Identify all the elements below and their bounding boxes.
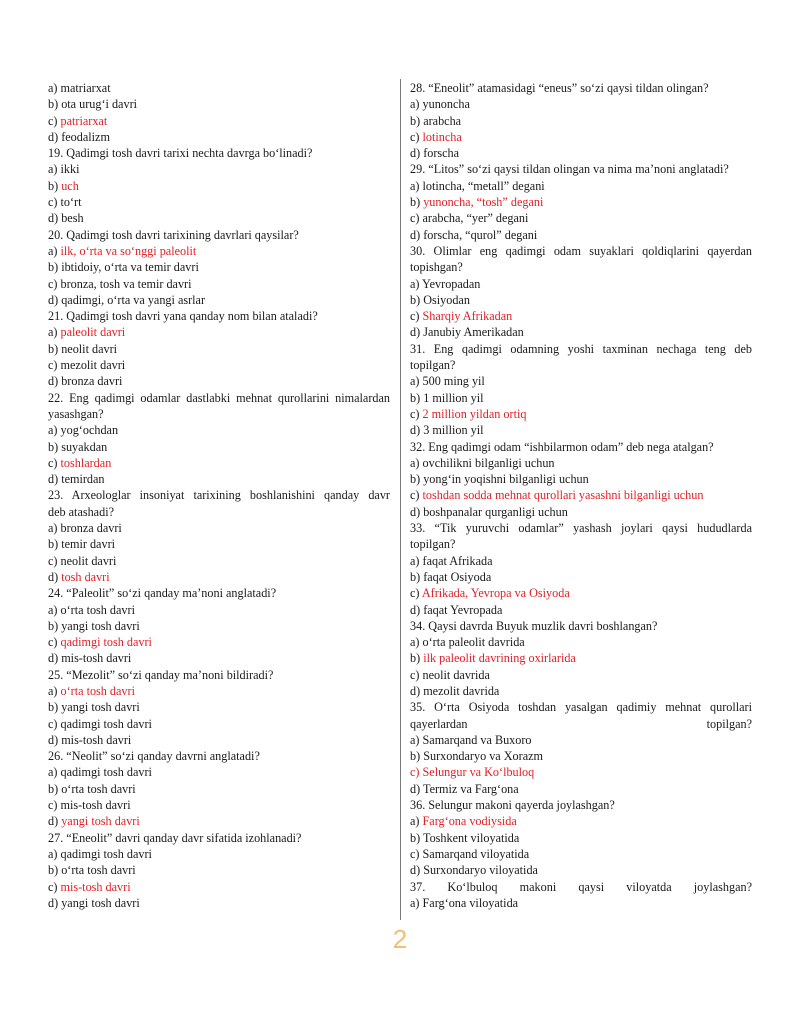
text-line — [410, 276, 752, 292]
text-line — [410, 797, 752, 813]
line-text: yasashgan? — [48, 406, 104, 421]
line-text: d) bronza davri — [48, 374, 123, 389]
line-text: a) o‘rta paleolit davrida — [410, 635, 525, 650]
text-line — [410, 357, 752, 373]
line-text: b) temir davri — [48, 537, 116, 552]
text-line — [410, 487, 752, 503]
line-text: 23. Arxeologlar insoniyat tarixining boshlanishini qanday davr — [48, 488, 390, 503]
correct-answer: toshdan sodda mehnat qurollari yasashni bilganligi uchun — [422, 488, 704, 503]
line-text: b) ota urug‘i davri — [48, 97, 138, 112]
text-line — [410, 308, 752, 324]
text-line — [48, 373, 390, 389]
line-text: c) qadimgi tosh davri — [48, 716, 152, 731]
line-text: a) o‘rta tosh davri — [48, 602, 135, 617]
line-text: a) ovchilikni bilganligi uchun — [410, 455, 555, 470]
text-line — [48, 846, 390, 862]
line-text: a) lotincha, “metall” degani — [410, 178, 545, 193]
option-letter: a) — [48, 325, 61, 340]
text-line — [48, 732, 390, 748]
page-number: 2 — [392, 924, 408, 954]
line-text: d) faqat Yevropada — [410, 602, 503, 617]
text-line — [410, 471, 752, 487]
text-line — [48, 667, 390, 683]
text-line — [48, 797, 390, 813]
text-line — [48, 862, 390, 878]
text-line — [410, 569, 752, 585]
line-text: 27. “Eneolit” davri qanday davr sifatida izohlanadi? — [48, 830, 302, 845]
line-text: topishgan? — [410, 260, 463, 275]
option-letter: c) — [48, 113, 61, 128]
text-line — [410, 520, 752, 536]
text-line — [410, 553, 752, 569]
text-line — [410, 716, 752, 732]
text-line — [48, 210, 390, 226]
line-text: d) Surxondaryo viloyatida — [410, 863, 538, 878]
line-text: 26. “Neolit” so‘zi qanday davrni anglatadi? — [48, 749, 260, 764]
text-line — [410, 813, 752, 829]
text-line — [410, 292, 752, 308]
option-letter: d) — [48, 569, 62, 584]
line-text: c) to‘rt — [48, 195, 82, 210]
text-line — [48, 357, 390, 373]
correct-answer: yunoncha, “tosh” degani — [423, 195, 544, 210]
line-text: 35. O‘rta Osiyoda toshdan yasalgan qadimiy mehnat qurollari — [410, 700, 752, 715]
line-text: 31. Eng qadimgi odamning yoshi taxminan nechaga teng deb — [410, 341, 752, 356]
text-line — [410, 683, 752, 699]
correct-answer: yangi tosh davri — [61, 814, 140, 829]
line-text: 28. “Eneolit” atamasidagi “eneus” so‘zi qaysi tildan olingan? — [410, 81, 709, 95]
text-line — [410, 830, 752, 846]
column-divider — [400, 79, 401, 920]
line-text: d) forscha, “qurol” degani — [410, 227, 538, 242]
line-text: 33. “Tik yuruvchi odamlar” yashash joylari qaysi hududlarda — [410, 521, 752, 536]
text-line — [410, 536, 752, 552]
text-line — [410, 390, 752, 406]
text-line — [410, 699, 752, 715]
text-line — [410, 585, 752, 601]
correct-answer: Farg‘ona vodiysida — [422, 814, 517, 829]
option-letter: b) — [410, 651, 424, 666]
text-line — [410, 259, 752, 275]
option-letter: c) — [410, 309, 423, 324]
line-text: 37. Ko‘lbuloq makoni qaysi viloyatda joylashgan? — [410, 879, 752, 894]
correct-answer: Afrikada, Yevropa va Osiyoda — [421, 586, 570, 601]
line-text: a) ikki — [48, 162, 80, 177]
line-text: b) o‘rta tosh davri — [48, 863, 136, 878]
text-line — [48, 439, 390, 455]
text-line — [48, 422, 390, 438]
text-line — [48, 650, 390, 666]
text-line — [48, 161, 390, 177]
line-text: b) 1 million yil — [410, 390, 484, 405]
text-line — [48, 569, 390, 585]
line-text: b) Surxondaryo va Xorazm — [410, 749, 544, 764]
line-text: a) yunoncha — [410, 97, 470, 112]
option-letter: c) — [48, 879, 61, 894]
line-text: b) yong‘in yoqishni bilganligi uchun — [410, 472, 589, 487]
text-line — [48, 129, 390, 145]
text-line — [410, 145, 752, 161]
text-line — [48, 618, 390, 634]
text-line — [410, 732, 752, 748]
option-letter: c) — [48, 455, 61, 470]
line-text: c) neolit davrida — [410, 667, 490, 682]
line-text: c) mezolit davri — [48, 358, 126, 373]
text-line — [48, 585, 390, 601]
option-letter: c) — [410, 406, 423, 421]
text-line — [410, 764, 752, 780]
line-text: 29. “Litos” so‘zi qaysi tildan olingan va nima ma’noni anglatadi? — [410, 162, 729, 177]
correct-answer: toshlardan — [60, 455, 112, 470]
text-line — [410, 406, 752, 422]
text-line — [410, 178, 752, 194]
text-line — [48, 536, 390, 552]
line-text: c) mis-tosh davri — [48, 798, 131, 813]
line-text: b) neolit davri — [48, 341, 118, 356]
text-line — [48, 813, 390, 829]
text-line — [410, 879, 752, 895]
option-letter: c) — [410, 586, 422, 601]
line-text: d) feodalizm — [48, 129, 110, 144]
text-line — [410, 243, 752, 259]
line-text: c) neolit davri — [48, 553, 117, 568]
correct-answer: patriarxat — [60, 113, 108, 128]
line-text: a) 500 ming yil — [410, 374, 485, 389]
correct-answer: paleolit davri — [60, 325, 126, 340]
text-line — [48, 699, 390, 715]
text-line — [410, 748, 752, 764]
text-line — [48, 406, 390, 422]
correct-answer: ilk paleolit davrining oxirlarida — [423, 651, 576, 666]
correct-answer: 2 million yildan ortiq — [422, 406, 527, 421]
text-line — [48, 748, 390, 764]
line-text: a) matriarxat — [48, 81, 111, 95]
text-line — [48, 716, 390, 732]
line-text: 24. “Paleolit” so‘zi qanday ma’noni anglatadi? — [48, 586, 277, 601]
line-text: d) mezolit davrida — [410, 683, 500, 698]
text-line — [48, 764, 390, 780]
option-letter: c) — [410, 129, 423, 144]
line-text: a) Samarqand va Buxoro — [410, 732, 532, 747]
text-line — [410, 194, 752, 210]
text-line — [410, 422, 752, 438]
line-text: 20. Qadimgi tosh davri tarixining davrlari qaysilar? — [48, 227, 299, 242]
line-text: 21. Qadimgi tosh davri yana qanday nom bilan ataladi? — [48, 309, 318, 324]
line-text: topilgan? — [410, 358, 456, 373]
option-letter: b) — [410, 195, 424, 210]
text-line — [48, 324, 390, 340]
text-line — [48, 259, 390, 275]
line-text: 30. Olimlar eng qadimgi odam suyaklari qoldiqlarini qayerdan — [410, 243, 752, 258]
text-line — [48, 455, 390, 471]
line-text: topilgan? — [410, 537, 456, 552]
line-text: c) arabcha, “yer” degani — [410, 211, 529, 226]
line-text: 19. Qadimgi tosh davri tarixi nechta davrga bo‘linadi? — [48, 146, 313, 161]
line-text: b) ibtidoiy, o‘rta va temir davri — [48, 260, 199, 275]
text-line — [410, 161, 752, 177]
correct-answer: mis-tosh davri — [60, 879, 131, 894]
line-text: b) faqat Osiyoda — [410, 569, 492, 584]
text-line — [410, 96, 752, 112]
option-letter: a) — [410, 814, 423, 829]
correct-answer: o‘rta tosh davri — [60, 683, 135, 698]
line-text: d) Termiz va Farg‘ona — [410, 781, 519, 796]
text-line — [48, 276, 390, 292]
correct-answer: ilk, o‘rta va so‘nggi paleolit — [60, 243, 197, 258]
line-text: d) qadimgi, o‘rta va yangi asrlar — [48, 292, 206, 307]
text-line — [410, 455, 752, 471]
text-line — [48, 683, 390, 699]
text-line — [410, 895, 752, 911]
left-column — [48, 80, 390, 911]
text-line — [48, 145, 390, 161]
line-text: b) suyakdan — [48, 439, 108, 454]
text-line — [48, 113, 390, 129]
line-text: b) Toshkent viloyatida — [410, 830, 520, 845]
text-line — [48, 487, 390, 503]
correct-answer: qadimgi tosh davri — [60, 635, 152, 650]
option-letter: c) — [48, 635, 61, 650]
option-letter: a) — [48, 683, 61, 698]
text-line — [410, 781, 752, 797]
correct-answer: c) Selungur va Ko‘lbuloq — [410, 765, 535, 780]
line-text: deb atashadi? — [48, 504, 114, 519]
line-text: c) Samarqand viloyatida — [410, 846, 530, 861]
line-text: a) yog‘ochdan — [48, 423, 119, 438]
text-line — [48, 553, 390, 569]
text-line — [410, 113, 752, 129]
text-line — [48, 471, 390, 487]
text-line — [48, 96, 390, 112]
text-line — [48, 504, 390, 520]
text-line — [410, 667, 752, 683]
correct-answer: lotincha — [422, 129, 462, 144]
line-text: d) mis-tosh davri — [48, 732, 132, 747]
line-text: 36. Selungur makoni qayerda joylashgan? — [410, 798, 615, 813]
line-text: d) 3 million yil — [410, 423, 484, 438]
text-line — [410, 846, 752, 862]
text-line — [410, 650, 752, 666]
line-text: d) besh — [48, 211, 84, 226]
line-text: b) yangi tosh davri — [48, 618, 140, 633]
line-text: a) bronza davri — [48, 521, 122, 536]
text-line — [410, 504, 752, 520]
option-letter: c) — [410, 488, 423, 503]
line-text: d) Janubiy Amerikadan — [410, 325, 524, 340]
option-letter: d) — [48, 814, 62, 829]
text-line — [48, 602, 390, 618]
text-line — [410, 227, 752, 243]
line-text: b) o‘rta tosh davri — [48, 781, 136, 796]
text-line — [410, 634, 752, 650]
text-line — [410, 618, 752, 634]
line-text: d) boshpanalar qurganligi uchun — [410, 504, 568, 519]
text-line — [48, 243, 390, 259]
line-text: b) arabcha — [410, 113, 462, 128]
text-line — [48, 830, 390, 846]
line-text: a) Yevropadan — [410, 276, 481, 291]
line-text: a) qadimgi tosh davri — [48, 846, 152, 861]
text-line — [410, 80, 752, 96]
text-line — [48, 227, 390, 243]
text-line — [410, 129, 752, 145]
line-text: d) yangi tosh davri — [48, 895, 140, 910]
text-line — [410, 341, 752, 357]
text-line — [48, 194, 390, 210]
correct-answer: tosh davri — [61, 569, 110, 584]
text-line — [48, 80, 390, 96]
text-line — [48, 895, 390, 911]
text-line — [48, 520, 390, 536]
right-column — [410, 80, 752, 911]
text-line — [410, 862, 752, 878]
text-line — [410, 602, 752, 618]
line-text: c) bronza, tosh va temir davri — [48, 276, 192, 291]
line-text: b) yangi tosh davri — [48, 700, 140, 715]
line-text: 25. “Mezolit” so‘zi qanday ma’noni bildiradi? — [48, 667, 274, 682]
text-line — [48, 292, 390, 308]
text-line — [48, 390, 390, 406]
line-text: b) Osiyodan — [410, 292, 470, 307]
text-line — [410, 210, 752, 226]
line-text: a) faqat Afrikada — [410, 553, 493, 568]
correct-answer: uch — [61, 178, 79, 193]
line-text: a) qadimgi tosh davri — [48, 765, 152, 780]
text-line — [410, 373, 752, 389]
text-line — [48, 634, 390, 650]
text-line — [410, 324, 752, 340]
correct-answer: Sharqiy Afrikadan — [422, 309, 513, 324]
text-line — [48, 308, 390, 324]
option-letter: a) — [48, 243, 61, 258]
line-text: d) forscha — [410, 146, 460, 161]
line-text: a) Farg‘ona viloyatida — [410, 895, 519, 910]
line-text: 22. Eng qadimgi odamlar dastlabki mehnat qurollarini nimalardan — [48, 390, 390, 405]
line-text: 34. Qaysi davrda Buyuk muzlik davri boshlangan? — [410, 618, 658, 633]
line-text: d) mis-tosh davri — [48, 651, 132, 666]
text-line — [48, 178, 390, 194]
line-text: d) temirdan — [48, 472, 105, 487]
text-line — [48, 879, 390, 895]
text-line — [48, 781, 390, 797]
text-line — [410, 439, 752, 455]
line-text: 32. Eng qadimgi odam “ishbilarmon odam” deb nega atalgan? — [410, 439, 714, 454]
text-line — [48, 341, 390, 357]
line-text: qayerlardan topilgan? — [410, 716, 752, 731]
option-letter: b) — [48, 178, 62, 193]
